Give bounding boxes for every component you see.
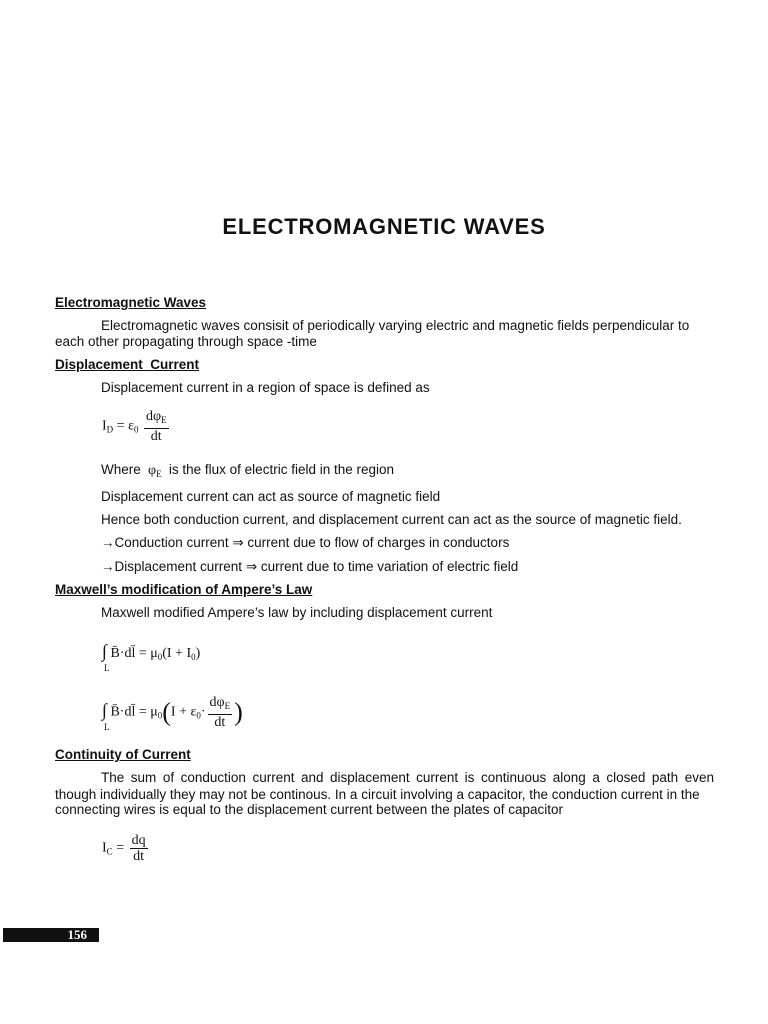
bullet-displacement [101, 559, 518, 576]
continuity-para-last: connecting wires is equal to the displacement current between the plates of capacitor [55, 802, 564, 817]
maxwell-intro: Maxwell modified Ampere’s law by including displacement current [101, 605, 493, 620]
equation-ampere-law: ∫ L B̄·dl̄ = $\mu_0(I + I_0)$ [102, 641, 201, 673]
bullet-conduction-desc: current due to flow of charges in conductors [247, 535, 510, 550]
em-waves-line2: each other propagating through space -time [55, 334, 317, 349]
heading-displacement-current: Displacement Current [55, 357, 200, 372]
continuity-paragraph [55, 770, 714, 803]
heading-continuity: Continuity of Current [55, 747, 191, 762]
equation-maxwell-ampere: ∫ L B̄·dl̄ = $\mu_0(I + \varepsilon_0\cdot$ $\frac{d\varphi_E}{dt}$ ) [102, 695, 243, 732]
implies-icon: ⇒ [232, 535, 244, 550]
em-waves-line1: Electromagnetic waves consisit of periodically varying electric and magnetic fields perpendicular to [101, 318, 690, 333]
page-title: ELECTROMAGNETIC WAVES [222, 214, 546, 239]
where-line [101, 462, 394, 483]
arrow-right-icon: → [101, 559, 115, 574]
bullet-conduction [101, 535, 509, 552]
bullet-displacement-term: Displacement current [114, 559, 243, 574]
bullet-conduction-term: Conduction current [114, 535, 229, 550]
heading-maxwell: Maxwell’s modification of Ampere’s Law [55, 582, 313, 597]
heading-electromagnetic-waves: Electromagnetic Waves [55, 295, 207, 310]
implies-icon: ⇒ [245, 559, 258, 574]
equation-conduction-current: $I_C$ = $\frac{dq}{dt}$ [102, 833, 146, 864]
displacement-source: Displacement current can act as source of magnetic field [101, 489, 441, 504]
where-suffix: is the flux of electric field in the region [168, 462, 395, 477]
arrow-right-icon: → [101, 535, 115, 550]
where-prefix: Where [101, 462, 141, 477]
continuity-para-first: The sum of conduction current and displacement current is continuous along a closed path even though individually they may not be continous. In a circuit involving a capacitor, the conduction current in the [55, 770, 714, 802]
displacement-intro: Displacement current in a region of space is defined as [101, 380, 430, 395]
page-number: 156 [67, 927, 87, 942]
bullet-displacement-desc: current due to time variation of electric field [260, 559, 519, 574]
equation-displacement-current: $I_D = \varepsilon_0$ $\frac{d\varphi_E}{dt}$ [102, 409, 167, 444]
phi-e-symbol: $\varphi_E$ [144, 463, 162, 479]
displacement-hence: Hence both conduction current, and displacement current can act as the source of magnetic field. [101, 512, 682, 527]
